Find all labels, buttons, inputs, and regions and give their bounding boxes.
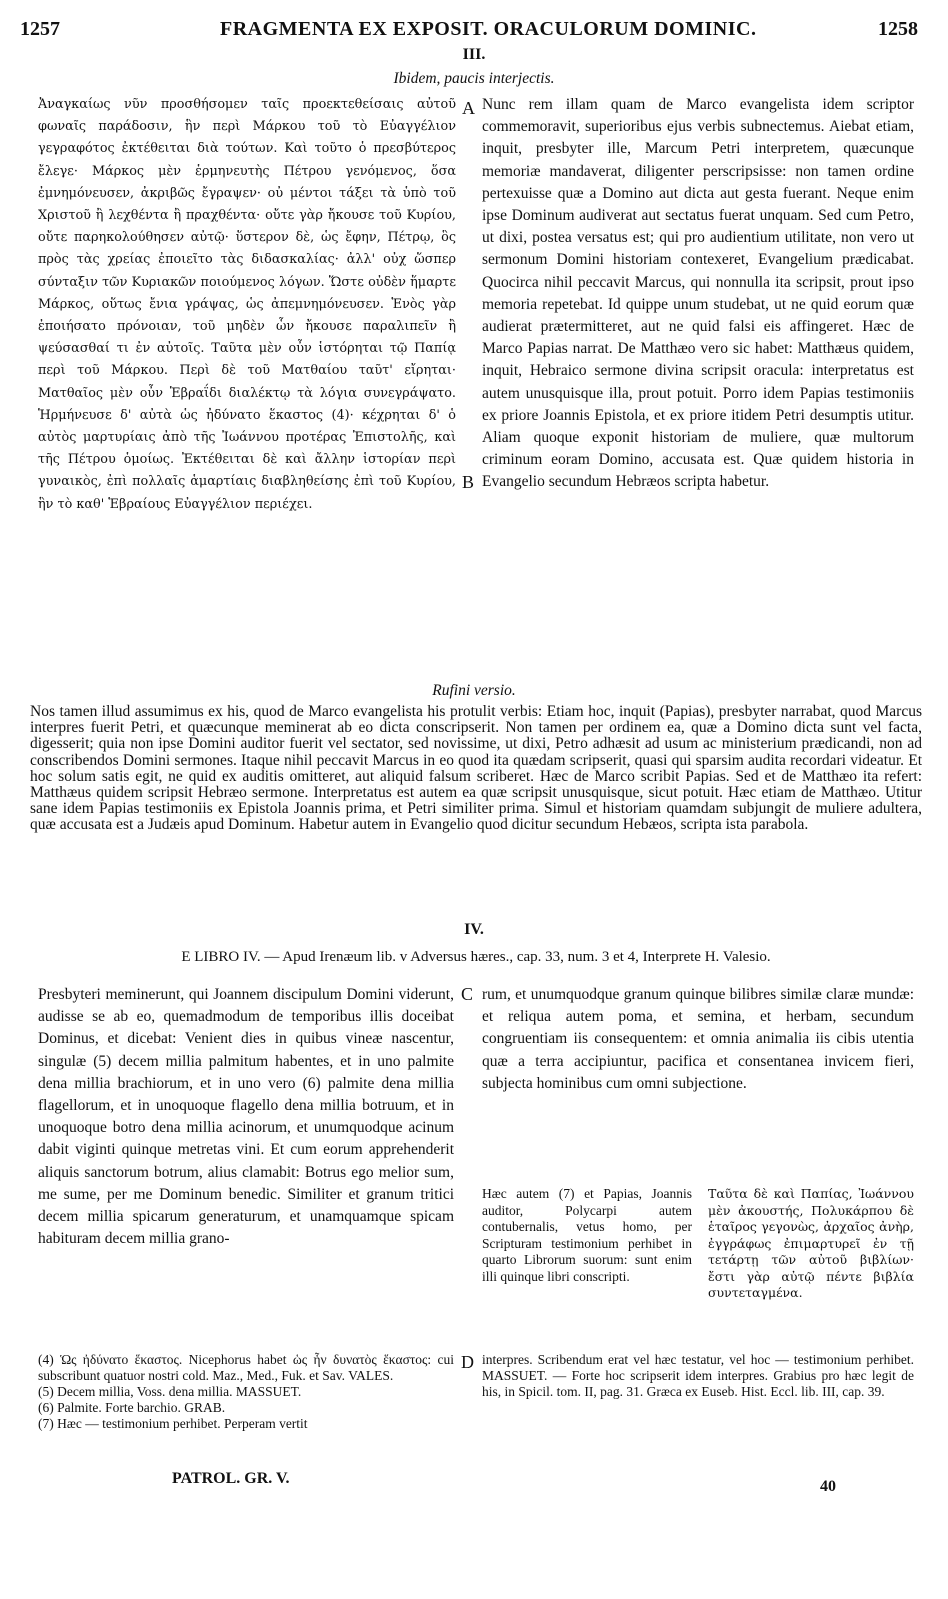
margin-marker-c: C — [461, 984, 474, 1004]
greek-column-3 — [38, 94, 456, 654]
left-page-number: 1257 — [20, 18, 60, 40]
latin-subcolumn — [482, 1186, 692, 1346]
section-4-source-line: E LIBRO IV. — Apud Irenæum lib. v Adversus hæres., cap. 33, num. 3 et 4, Interprete H. Valesio. — [181, 949, 771, 965]
left-text-4: Presbyteri meminerunt, qui Joannem discipulum Domini viderunt, audisse se ab eo, quemadmodum de temporibus illis doceibat Dominus, et dicebat: Venient dies in quibus vineæ nascentur, singulæ (5) decem millia palmitum habentes, et in uno palmite dena millia brachiorum, et in uno vero (6) palmite dena millia flagellorum, et in unoquoque flagello dena millia botruum, et in unoquoque botro dena millia acinorum, et unumquodque acinum dabit viginti quinque metretas vini. Et cum eorum apprehenderit aliquis sanctorum botrum, alius clamabit: Botrus ego melior sum, me sume, per me Dominum benedic. Similiter et granum tritici decem millia spicarum generaturum, et unamquamque spicam habituram decem millia grano- — [38, 986, 454, 1248]
margin-marker-a: A — [462, 98, 475, 118]
footnotes-left — [38, 1352, 454, 1448]
footer-signature-number: 40 — [820, 1478, 836, 1495]
section-numeral-3: III. — [462, 46, 486, 63]
rufini-text: Nos tamen illud assumimus ex his, quod de Marco evangelista his protulit verbis: Etiam hoc, inquit (Papias), presbyter narrabat, quod Marcus interpres fuerit Petri, et quæcunque meminerat ab eo dicta conscripserit. Non tamen per ordinem ea, quæ a Domino dicta sunt vel facta, digesserit; quia non ipse Domini auditor fuerit vel sectator, sed novissime, ut dixi, Petro adhæsit ad usum ac ministerium prædicandi, non ad conscribendos Domini sermones. Itaque nihil peccavit Marcus in eo quod ita quædam scripserit, quasi qui sparsim audita recordari videatur. Et hoc solum satis egit, ne quid ex auditis omitteret, aut aliquid falsum scriberet. Hæc de Marco scribit Papias. Sed et de Matthæo ita refert: Matthæus quidem scripsit Hebræo sermone. Interpretatus est autem ea quæ scripsit unusquisque, sicut potuit. Hæc etiam de Matthæo. Utitur sane idem Papias testimoniis ex Epistola Joannis prima, et Petri similiter prima. Simul et historiam quamdam subjungit de muliere adultera, quæ accusata est a Judæis apud Dominum. Habetur autem in Evangelio quod dicitur secundum Hebæos, scripta ista parabola. — [30, 704, 922, 834]
footnotes-right — [482, 1352, 914, 1448]
running-header — [20, 18, 918, 44]
latin-box-text: Hæc autem (7) et Papias, Joannis auditor, Polycarpi autem contubernalis, vetus homo, per Scripturam testimonium perhibet in quarto Librorum suorum: sunt enim illi quinque libri conscripti. — [482, 1186, 692, 1284]
greek-box-text: Ταῦτα δὲ καὶ Παπίας, Ἰωάννου μὲν ἀκουστής, Πολυκάρπου δὲ ἑταῖρος γεγονὼς, ἀρχαῖος ἀνὴρ, ἐγγράφως ἐπιμαρτυρεῖ ἐν τῇ τετάρτῃ τῶν αὐτοῦ βιβλίων· ἔστι γὰρ αὐτῷ πέντε βιβλία συντεταγμένα. — [708, 1186, 914, 1300]
left-column-4 — [38, 984, 454, 1344]
footer-left: PATROL. GR. V. — [172, 1470, 290, 1487]
latin-column-3 — [482, 94, 914, 679]
footnote-4: (4) Ὡς ἠδύνατο ἕκαστος. Nicephorus habet ὡς ἦν δυνατὸς ἕκαστος: cui subscribunt quatuor nostri cold. Maz., Med., Fuk. et Sav. VALES. — [38, 1352, 454, 1383]
greek-text: Ἀναγκαίως νῦν προσθήσομεν ταῖς προεκτεθείσαις αὐτοῦ φωναῖς παράδοσιν, ἣν περὶ Μάρκου τοῦ τὸ Εὐαγγέλιον γεγραφότος ἐκτέθειται διὰ τούτων. Καὶ τοῦτο ὁ πρεσβύτερος ἔλεγε· Μάρκος μὲν ἑρμηνευτὴς Πέτρου γενόμενος, ὅσα ἐμνημόνευσεν, ἀκριβῶς ἔγραψεν· οὐ μέντοι τάξει τὰ ὑπὸ τοῦ Χριστοῦ ἢ λεχθέντα ἢ πραχθέντα· οὔτε γὰρ ἤκουσε τοῦ Κυρίου, οὔτε παρηκολούθησεν αὐτῷ· ὕστερον δὲ, ὡς ἔφην, Πέτρῳ, ὃς πρὸς τὰς χρείας ἐποιεῖτο τὰς διδασκαλίας· ἀλλ' οὐχ ὥσπερ σύνταξιν τῶν Κυριακῶν ποιούμενος λόγων. Ὥστε οὐδὲν ἥμαρτε Μάρκος, οὕτως ἔνια γράψας, ὡς ἀπεμνημόνευσεν. Ἑνὸς γὰρ ἐποιήσατο πρόνοιαν, τοῦ μηδὲν ὧν ἤκουσε παραλιπεῖν ἢ ψεύσασθαί τι ἐν αὐτοῖς. Ταῦτα μὲν οὖν ἱστόρηται τῷ Παπίᾳ περὶ τοῦ Μάρκου. Περὶ δὲ τοῦ Ματθαίου ταῦτ' εἴρηται· Ματθαῖος μὲν οὖν Ἑβραΐδι διαλέκτῳ τὰ λόγια συνεγράψατο. Ἡρμήνευσε δ' αὐτὰ ὡς ἠδύνατο ἕκαστος (4)· κέχρηται δ' ὁ αὐτὸς μαρτυρίαις ἀπὸ τῆς Ἰωάννου προτέρας Ἐπιστολῆς, καὶ τῆς Πέτρου ὁμοίως. Ἐκτέθειται δὲ καὶ ἄλλην ἱστορίαν περὶ γυναικὸς, ἐπὶ πολλαῖς ἁμαρτίαις διαβληθείσης ἐπὶ τοῦ Κυρίου, ἣν τὸ καθ' Ἑβραίους Εὐαγγέλιον περιέχει. — [38, 97, 456, 512]
section-numeral-4: IV. — [464, 921, 484, 938]
footnote-continuation: interpres. Scribendum erat vel hæc testatur, vel hoc — testimonium perhibet. MASSUET. — Forte hoc scripserit idem interpres. Grabius pro hæc legit de his, in Spicil. tom. II, pag. 31. Græca ex Euseb. Hist. Eccl. lib. III, cap. 39. — [482, 1352, 914, 1399]
latin-text: Nunc rem illam quam de Marco evangelista idem scriptor commemoravit, superioribus ejus verbis subnectemus. Aiebat etiam, inquit, presbyter ille, Marcum Petri interpretem, quæcunque memoriæ mandaverat, diligenter perscripsisse: non tamen ordine pertexuisse quæ a Domino aut dicta aut gesta fuerant. Neque enim ipse Dominum audiverat aut sectatus fuerat unquam. Sed cum Petro, ut dixi, postea versatus est; qui pro audientium utilitate, non vero ut sermonum Domini historiam contexeret, Evangelium prædicabat. Quocirca nihil peccavit Marcus, qui nonnulla ita scripsit, prout ipso memoria repetebat. Id quippe unum studebat, ut ne quid eorum quæ audierat prætermitteret, aut ne quid falsi eis affingeret. Hæc de Marco Papias narrat. De Matthæo vero sic habet: Matthæus quidem, inquit, Hebraico sermone divina scripsit oracula: interpretatus est autem unusquisque illa, prout potuit. Porro idem Papias testimoniis ex priore Joannis Epistola, et ex priore itidem Petri desumptis utitur. Aliam quoque exponit historiam de muliere, quæ multorum criminum eoram Domino, accusata est. Quæ quidem historia in Evangelio secundum Hebræos scripta habetur. — [482, 96, 914, 491]
footnote-5: (5) Decem millia, Voss. dena millia. MASSUET. — [38, 1384, 302, 1399]
footnote-7: (7) Hæc — testimonium perhibet. Perperam vertit — [38, 1416, 308, 1431]
right-column-4 — [482, 984, 914, 1164]
greek-subcolumn — [708, 1186, 914, 1346]
rufini-heading: Rufini versio. — [432, 682, 516, 699]
footnote-6: (6) Palmite. Forte barchio. GRAB. — [38, 1400, 226, 1415]
section-subtitle-3: Ibidem, paucis interjectis. — [393, 70, 555, 87]
running-title: FRAGMENTA EX EXPOSIT. ORACULORUM DOMINIC. — [220, 18, 757, 40]
margin-marker-d: D — [461, 1352, 474, 1372]
right-page-number: 1258 — [878, 18, 918, 40]
right-text-4: rum, et unumquodque granum quinque bilibres similæ claræ mundæ: et reliqua autem poma, et semina, et herbam, secundum congruentiam iis consequentem: et omnia animalia iis cibis utentia quæ a terra accipiuntur, pacifica et consentanea invicem fieri, subjecta hominibus cum omni subjectione. — [482, 986, 914, 1092]
margin-marker-b: B — [462, 472, 475, 492]
